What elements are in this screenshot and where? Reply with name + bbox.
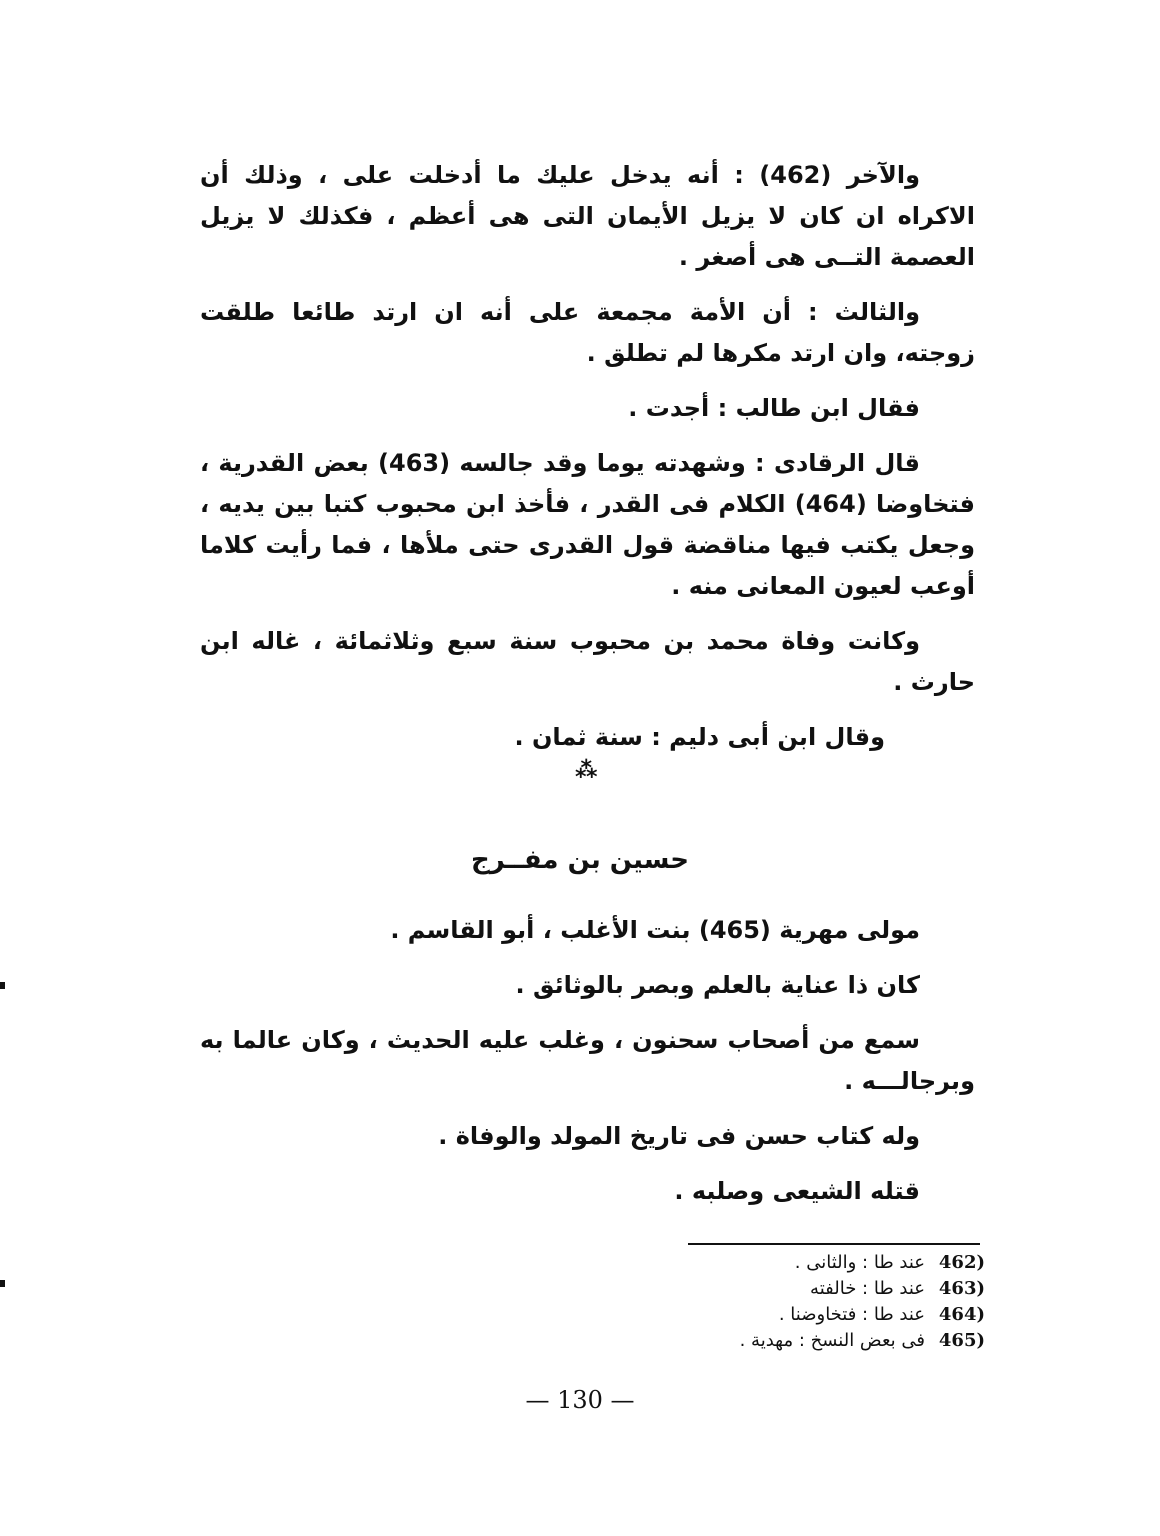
paragraph: قال الرقادى : وشهدته يوما وقد جالسه (463) بعض القدرية ، فتخاوضا (464) الكلام فى القدر ، فأخذ ابن محبوب كتبا بين يديه ، وجعل يكتب فيها مناقضة قول القدرى حتى ملأها ، فما رأيت كلاما أوعب لعيون المعانى منه .: [200, 449, 975, 600]
paragraph: وقال ابن أبى دليم : سنة ثمان .: [514, 723, 885, 751]
paragraph: قتله الشيعى وصلبه .: [674, 1177, 920, 1205]
section-heading: حسين بن مفــرج: [471, 845, 689, 875]
page-number: — 130 —: [525, 1386, 635, 1414]
footnote-divider: [688, 1243, 980, 1245]
scan-edge-mark: [0, 1280, 5, 1287]
footnote: [600, 1302, 985, 1328]
paragraph: مولى مهرية (465) بنت الأغلب ، أبو القاسم .: [390, 916, 920, 944]
footnote-number: 465): [938, 1330, 985, 1351]
footnotes: [600, 1250, 985, 1354]
paragraph: سمع من أصحاب سحنون ، وغلب عليه الحديث ، وكان عالما به وبرجالـــه .: [200, 1026, 975, 1095]
footnote: [600, 1276, 985, 1302]
paragraph: وكانت وفاة محمد بن محبوب سنة سبع وثلاثمائة ، غاله ابن حارث .: [200, 627, 975, 696]
footnote-number: 463): [938, 1278, 985, 1299]
footnote-text: عند طا : خالفته: [810, 1278, 925, 1299]
footnote-number: 464): [938, 1304, 985, 1325]
footnote-text: فى بعض النسخ : مهدية .: [739, 1330, 925, 1351]
paragraph: والثالث : أن الأمة مجمعة على أنه ان ارتد طائعا طلقت زوجته، وان ارتد مكرها لم تطلق .: [200, 298, 975, 367]
footnote: [600, 1328, 985, 1354]
paragraph: والآخر (462) : أنه يدخل عليك ما أدخلت على ، وذلك أن الاكراه ان كان لا يزيل الأيمان التى هى أعظم ، فكذلك لا يزيل العصمة التــى هى أصغر .: [200, 161, 975, 271]
footnote: [600, 1250, 985, 1276]
footnote-number: 462): [938, 1252, 985, 1273]
scan-edge-mark: [0, 982, 5, 989]
section-separator: ⁂: [575, 758, 598, 783]
paragraph: وله كتاب حسن فى تاريخ المولد والوفاة .: [438, 1122, 920, 1150]
section-text: [200, 910, 975, 1226]
paragraph: كان ذا عناية بالعلم وبصر بالوثائق .: [515, 971, 920, 999]
paragraph: فقال ابن طالب : أجدت .: [628, 394, 920, 422]
main-text: [200, 155, 975, 772]
footnote-text: عند طا : فتخاوضنا .: [778, 1304, 925, 1325]
footnote-text: عند طا : والثانى .: [794, 1252, 925, 1273]
